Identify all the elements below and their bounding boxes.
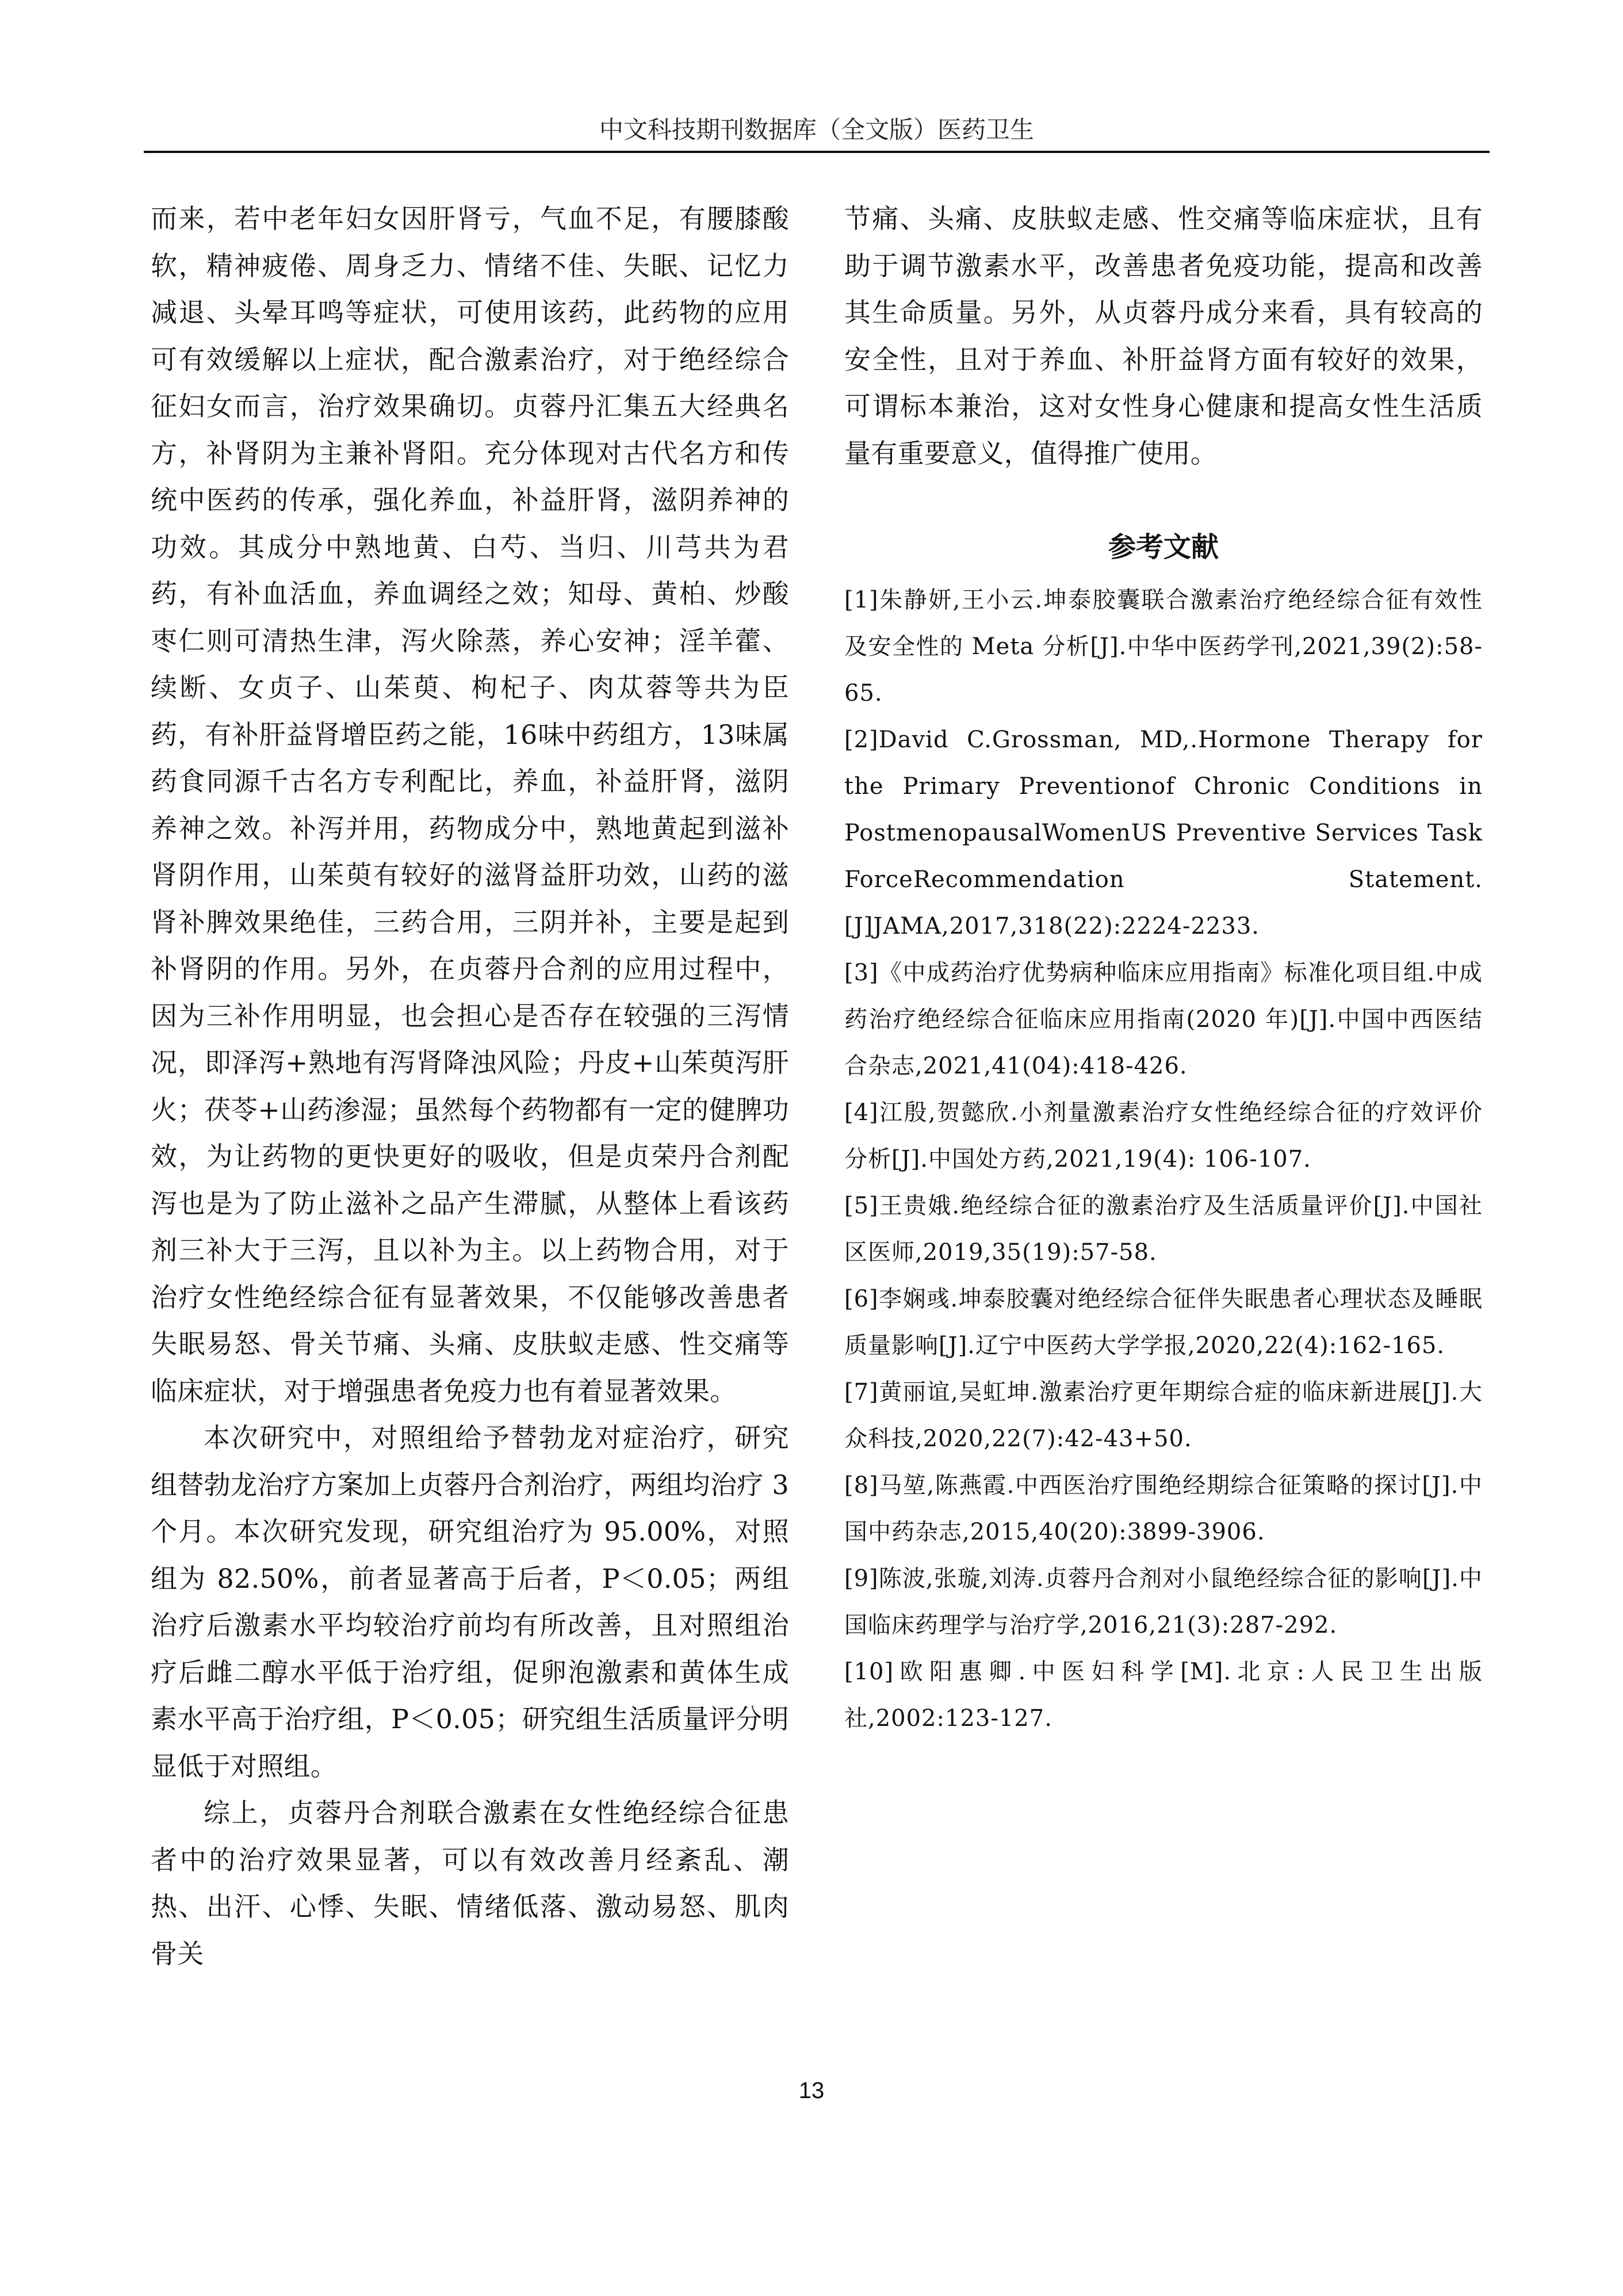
reference-item: [3]《中成药治疗优势病种临床应用指南》标准化项目组.中成药治疗绝经综合征临床应用指南(2020 年)[J].中国中西医结合杂志,2021,41(04):418-426.	[844, 960, 1483, 1079]
body-paragraph-continued: 节痛、头痛、皮肤蚁走感、性交痛等临床症状，且有助于调节激素水平，改善患者免疫功能，提高和改善其生命质量。另外，从贞蓉丹成分来看，具有较高的安全性，且对于养血、补肝益肾方面有较好的效果，可谓标本兼治，这对女性身心健康和提高女性生活质量有重要意义，值得推广使用。	[844, 203, 1483, 469]
reference-item: [1]朱静妍,王小云.坤泰胶囊联合激素治疗绝经综合征有效性及安全性的 Meta 分析[J].中华中医药学刊,2021,39(2):58-65.	[844, 587, 1483, 706]
reference-item: [10]欧阳惠卿.中医妇科学[M].北京:人民卫生出版社,2002:123-127.	[844, 1659, 1483, 1732]
left-column	[151, 196, 789, 1977]
body-paragraph-1: 而来，若中老年妇女因肝肾亏，气血不足，有腰膝酸软，精神疲倦、周身乏力、情绪不佳、失眠、记忆力减退、头晕耳鸣等症状，可使用该药，此药物的应用可有效缓解以上症状，配合激素治疗，对于绝经综合征妇女而言，治疗效果确切。贞蓉丹汇集五大经典名方，补肾阴为主兼补肾阳。充分体现对古代名方和传统中医药的传承，强化养血，补益肝肾，滋阴养神的功效。其成分中熟地黄、白芍、当归、川芎共为君药，有补血活血，养血调经之效；知母、黄柏、炒酸枣仁则可清热生津，泻火除蒸，养心安神；淫羊藿、续断、女贞子、山茱萸、枸杞子、肉苁蓉等共为臣药，有补肝益肾增臣药之能，16味中药组方，13味属药食同源千古名方专利配比，养血，补益肝肾，滋阴养神之效。补泻并用，药物成分中，熟地黄起到滋补肾阴作用，山茱萸有较好的滋肾益肝功效，山药的滋肾补脾效果绝佳，三药合用，三阴并补，主要是起到补肾阴的作用。另外，在贞蓉丹合剂的应用过程中，因为三补作用明显，也会担心是否存在较强的三泻情况，即泽泻+熟地有泻肾降浊风险；丹皮+山茱萸泻肝火；茯苓+山药渗湿；虽然每个药物都有一定的健脾功效，为让药物的更快更好的吸收，但是贞荣丹合剂配泻也是为了防止滋补之品产生滞腻，从整体上看该药剂三补大于三泻，且以补为主。以上药物合用，对于治疗女性绝经综合征有显著效果，不仅能够改善患者失眠易怒、骨关节痛、头痛、皮肤蚁走感、性交痛等临床症状，对于增强患者免疫力也有着显著效果。	[151, 203, 789, 1407]
header-rule	[144, 151, 1490, 153]
references-list	[844, 577, 1483, 1742]
reference-item: [9]陈波,张璇,刘涛.贞蓉丹合剂对小鼠绝经综合征的影响[J].中国临床药理学与治疗学,2016,21(3):287-292.	[844, 1565, 1483, 1638]
reference-item: [8]马堃,陈燕霞.中西医治疗围绝经期综合征策略的探讨[J].中国中药杂志,2015,40(20):3899-3906.	[844, 1472, 1483, 1545]
references-heading: 参考文献	[1108, 531, 1219, 563]
reference-item: [2]David C.Grossman, MD,.Hormone Therapy for the Primary Preventionof Chronic Conditions in PostmenopausalWomenUS Preventive Services Task ForceRecommendation Statement.[J]JAMA,2017,318(22):2224-2233.	[844, 727, 1483, 939]
reference-item: [6]李娴彧.坤泰胶囊对绝经综合征伴失眠患者心理状态及睡眠质量影响[J].辽宁中医药大学学报,2020,22(4):162-165.	[844, 1286, 1483, 1359]
reference-item: [7]黄丽谊,吴虹坤.激素治疗更年期综合症的临床新进展[J].大众科技,2020,22(7):42-43+50.	[844, 1379, 1483, 1452]
page-number: 13	[798, 2078, 825, 2103]
reference-item: [5]王贵娥.绝经综合征的激素治疗及生活质量评价[J].中国社区医师,2019,35(19):57-58.	[844, 1193, 1483, 1266]
reference-item: [4]江殷,贺懿欣.小剂量激素治疗女性绝经综合征的疗效评价分析[J].中国处方药,2021,19(4): 106-107.	[844, 1099, 1483, 1172]
body-paragraph-3: 综上，贞蓉丹合剂联合激素在女性绝经综合征患者中的治疗效果显著，可以有效改善月经紊乱、潮热、出汗、心悸、失眠、情绪低落、激动易怒、肌肉骨关	[151, 1797, 789, 1969]
journal-header: 中文科技期刊数据库（全文版）医药卫生	[599, 116, 1034, 144]
body-paragraph-2: 本次研究中，对照组给予替勃龙对症治疗，研究组替勃龙治疗方案加上贞蓉丹合剂治疗，两组均治疗 3 个月。本次研究发现，研究组治疗为 95.00%，对照组为 82.50%，前者显著高于后者，P＜0.05；两组治疗后激素水平均较治疗前均有所改善，且对照组治疗后雌二醇水平低于治疗组，促卵泡激素和黄体生成素水平高于治疗组，P＜0.05；研究组生活质量评分明显低于对照组。	[151, 1422, 789, 1782]
right-column	[844, 196, 1483, 1742]
